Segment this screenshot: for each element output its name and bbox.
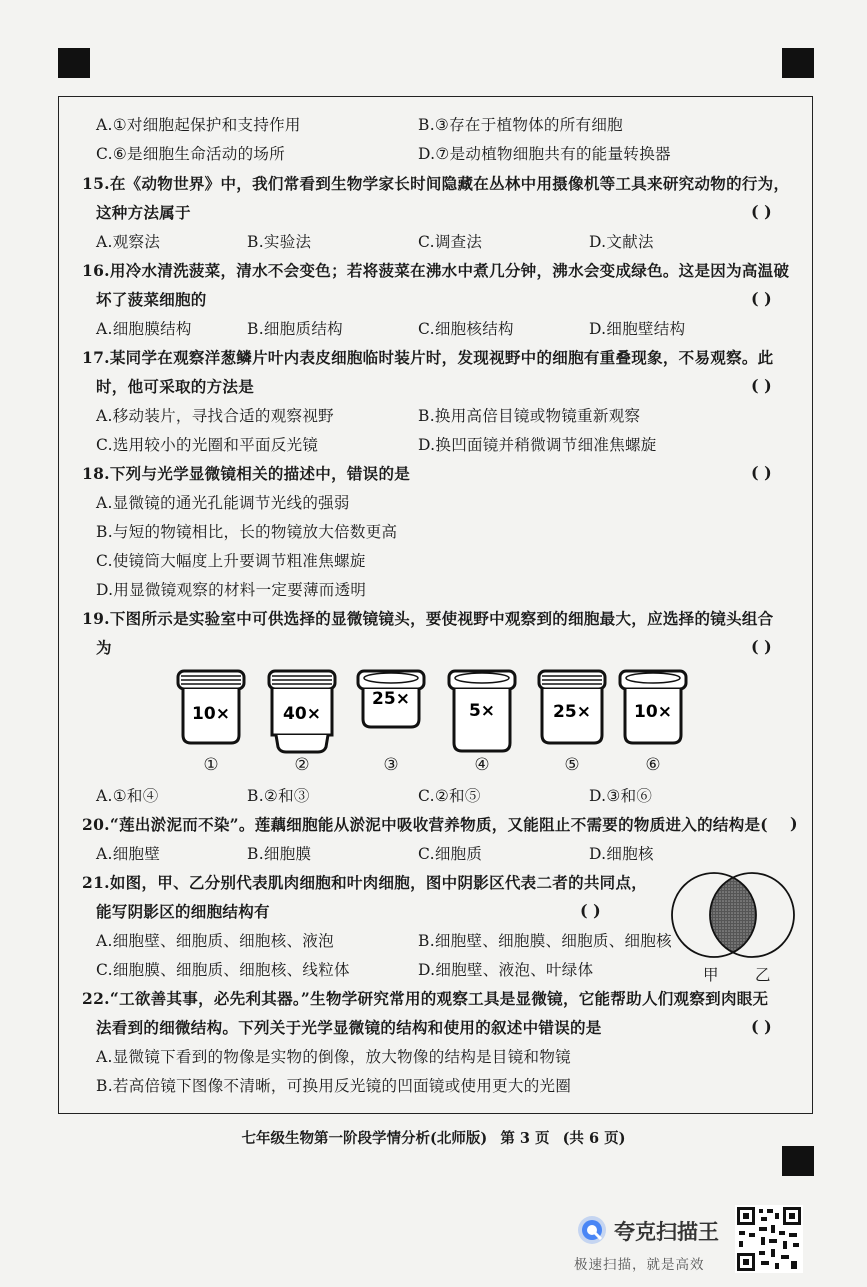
q20-answer-blank-close: ) [790, 814, 798, 833]
q16-answer-blank: ( ) [751, 289, 772, 308]
q17-stem-line1: 17.某同学在观察洋葱鳞片叶内表皮细胞临时装片时，发现视野中的细胞有重叠现象，不易观察。此 [82, 348, 774, 367]
q20-option-c: C.细胞质 [418, 845, 483, 863]
q21-option-d: D.细胞壁、液泡、叶绿体 [418, 961, 594, 979]
q21-option-a: A.细胞壁、细胞质、细胞核、液泡 [96, 932, 334, 950]
q21-stem-line2: 能写阴影区的细胞结构有 [96, 902, 270, 921]
q20-option-b: B.细胞膜 [247, 845, 312, 863]
q16-option-c: C.细胞核结构 [418, 320, 514, 338]
q18-answer-blank: ( ) [751, 463, 772, 482]
q16-option-b: B.细胞质结构 [247, 320, 343, 338]
q21-option-c: C.细胞膜、细胞质、细胞核、线粒体 [96, 961, 350, 979]
q18-option-d: D.用显微镜观察的材料一定要薄而透明 [96, 581, 367, 599]
q19-option-d: D.③和⑥ [589, 787, 653, 805]
lens-1-eyepiece [175, 667, 247, 747]
q18-option-b: B.与短的物镜相比，长的物镜放大倍数更高 [96, 523, 398, 541]
q19-option-a: A.①和④ [96, 787, 159, 805]
q22-option-b: B.若高倍镜下图像不清晰，可换用反光镜的凹面镜或使用更大的光圈 [96, 1077, 572, 1095]
q15-answer-blank: ( ) [751, 202, 772, 221]
q21-stem-line1: 21.如图，甲、乙分别代表肌肉细胞和叶肉细胞，图中阴影区代表二者的共同点， [82, 873, 648, 892]
qr-code-icon [735, 1205, 803, 1273]
lens-1-label: 10× [192, 704, 230, 724]
q17-option-b: B.换用高倍目镜或物镜重新观察 [418, 407, 641, 425]
q18-stem: 18.下列与光学显微镜相关的描述中，错误的是 [82, 464, 411, 483]
q19-option-c: C.②和⑤ [418, 787, 481, 805]
scanner-watermark [574, 1210, 734, 1280]
q22-answer-blank: ( ) [751, 1017, 772, 1036]
lens-2-number: ② [294, 755, 310, 775]
scanner-subtitle: 极速扫描，就是高效 [574, 1257, 705, 1273]
prev-option-c: C.⑥是细胞生命活动的场所 [96, 145, 286, 163]
q16-option-a: A.细胞膜结构 [96, 320, 192, 338]
q19-stem-line1: 19.下图所示是实验室中可供选择的显微镜镜头，要使视野中观察到的细胞最大，应选择的镜头组合 [82, 609, 774, 628]
lens-4-label: 5× [468, 701, 496, 721]
q20-stem: 20.“莲出淤泥而不染”。莲藕细胞能从淤泥中吸收营养物质，又能阻止不需要的物质进入的结构是( [82, 815, 768, 834]
q22-stem-line2: 法看到的细微结构。下列关于光学显微镜的结构和使用的叙述中错误的是 [96, 1018, 602, 1037]
q15-option-d: D.文献法 [589, 233, 654, 251]
quark-logo-icon [576, 1214, 608, 1246]
q15-option-c: C.调查法 [418, 233, 483, 251]
lens-3-eyepiece [355, 667, 427, 731]
q16-option-d: D.细胞壁结构 [589, 320, 686, 338]
q20-option-a: A.细胞壁 [96, 845, 161, 863]
q21-option-b: B.细胞壁、细胞膜、细胞质、细胞核 [418, 932, 672, 950]
q19-option-b: B.②和③ [247, 787, 310, 805]
footer-total: (共 6 页) [562, 1130, 626, 1147]
footer-page: 第 3 页 [500, 1130, 550, 1147]
scanner-title: 夸克扫描王 [614, 1220, 719, 1244]
prev-option-a: A.①对细胞起保护和支持作用 [96, 116, 301, 134]
lens-5-label: 25× [553, 702, 591, 722]
footer-title: 七年级生物第一阶段学情分析(北师版) [241, 1130, 488, 1147]
lens-4-number: ④ [474, 755, 490, 775]
q18-option-c: C.使镜筒大幅度上升要调节粗准焦螺旋 [96, 552, 366, 570]
venn-label-yi: 乙 [755, 966, 771, 984]
lens-6-number: ⑥ [645, 755, 661, 775]
venn-label-jia: 甲 [703, 966, 719, 984]
q17-option-d: D.换凹面镜并稍微调节细准焦螺旋 [418, 436, 657, 454]
q17-stem-line2: 时，他可采取的方法是 [96, 377, 255, 396]
lens-6-label: 10× [634, 702, 672, 722]
lens-2-objective [266, 667, 338, 755]
q17-answer-blank: ( ) [751, 376, 772, 395]
q18-option-a: A.显微镜的通光孔能调节光线的强弱 [96, 494, 350, 512]
registration-mark-bottom-right [782, 1146, 814, 1176]
q15-stem-line1: 15.在《动物世界》中，我们常看到生物学家长时间隐藏在丛林中用摄像机等工具来研究动物的行为， [82, 174, 790, 193]
q16-stem-line2: 坏了菠菜细胞的 [96, 290, 207, 309]
lens-3-number: ③ [383, 755, 399, 775]
prev-option-d: D.⑦是动植物细胞共有的能量转换器 [418, 145, 671, 163]
lens-6-eyepiece [617, 667, 689, 747]
registration-mark-top-right [782, 48, 814, 78]
prev-option-b: B.③存在于植物体的所有细胞 [418, 116, 623, 134]
lens-4-eyepiece [446, 667, 518, 755]
q15-option-b: B.实验法 [247, 233, 312, 251]
q21-answer-blank: ( ) [580, 901, 601, 920]
lens-5-number: ⑤ [564, 755, 580, 775]
lens-1-number: ① [203, 755, 219, 775]
page-footer [0, 1127, 867, 1148]
q15-option-a: A.观察法 [96, 233, 161, 251]
q19-stem-line2: 为 [96, 638, 112, 657]
lens-3-label: 25× [372, 689, 410, 709]
lens-5-objective [536, 667, 608, 747]
q20-option-d: D.细胞核 [589, 845, 654, 863]
q22-option-a: A.显微镜下看到的物像是实物的倒像，放大物像的结构是目镜和物镜 [96, 1048, 571, 1066]
q15-stem-line2: 这种方法属于 [96, 203, 191, 222]
q17-option-a: A.移动装片，寻找合适的观察视野 [96, 407, 334, 425]
q19-answer-blank: ( ) [751, 637, 772, 656]
lens-2-label: 40× [283, 704, 321, 724]
q22-stem-line1: 22.“工欲善其事，必先利其器。”生物学研究常用的观察工具是显微镜，它能帮助人们观察到肉眼无 [82, 989, 769, 1008]
registration-mark-top-left [58, 48, 90, 78]
q16-stem-line1: 16.用冷水清洗菠菜，清水不会变色；若将菠菜在沸水中煮几分钟，沸水会变成绿色。这是因为高温破 [82, 261, 790, 280]
venn-diagram [668, 870, 798, 960]
q17-option-c: C.选用较小的光圈和平面反光镜 [96, 436, 319, 454]
